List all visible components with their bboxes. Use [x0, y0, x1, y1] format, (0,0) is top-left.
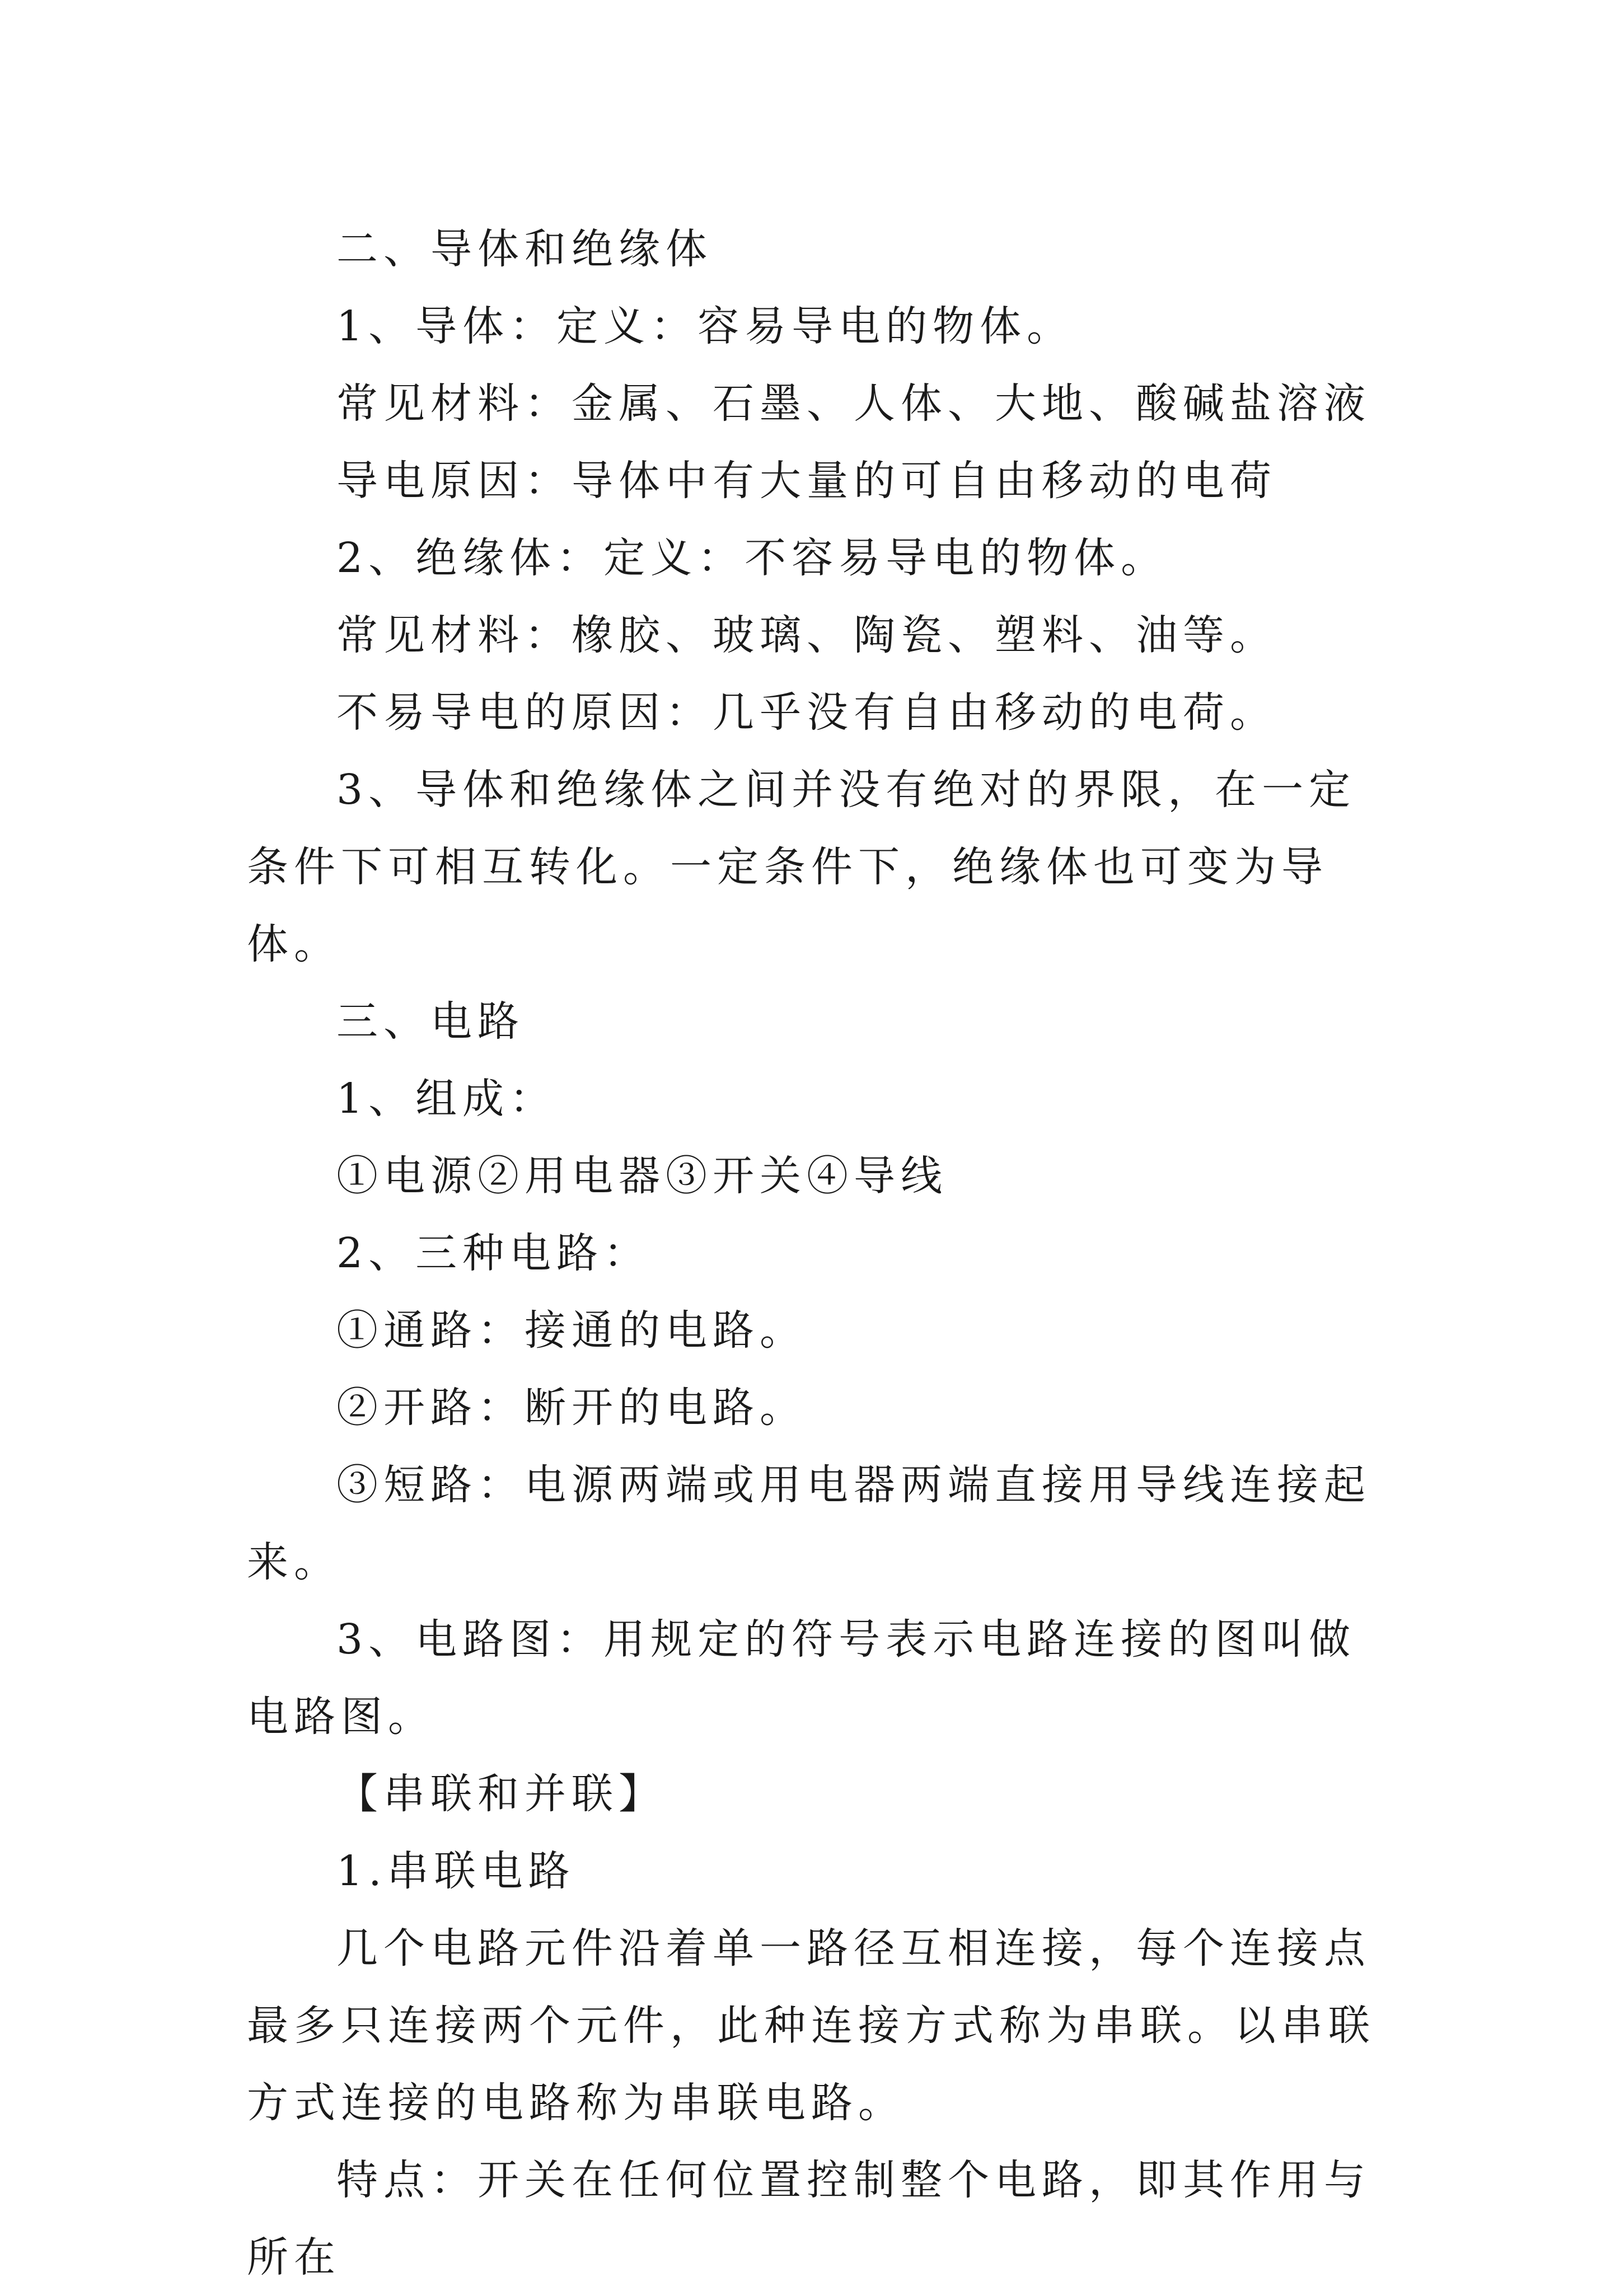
- circuit-diagram-definition: 3、电路图：用规定的符号表示电路连接的图叫做电路图。: [247, 1615, 1356, 1741]
- section-heading-circuit: 三、电路: [336, 997, 525, 1046]
- series-circuit-feature: 特点：开关在任何位置控制整个电路，即其作用与所在: [247, 2156, 1371, 2281]
- conductor-materials: 常见材料：金属、石墨、人体、大地、酸碱盐溶液: [336, 379, 1371, 428]
- series-parallel-heading: 【串联和并联】: [336, 1770, 666, 1818]
- circuit-components: ①电源②用电器③开关④导线: [336, 1152, 948, 1200]
- circuit-types-heading: 2、三种电路：: [336, 1229, 651, 1277]
- conductor-definition: 1、导体：定义：容易导电的物体。: [336, 302, 1074, 350]
- section-heading-conductors-insulators: 二、导体和绝缘体: [336, 225, 713, 273]
- series-circuit-definition: 几个电路元件沿着单一路径互相连接，每个连接点最多只连接两个元件，此种连接方式称为串联。以串联方式连接的电路称为串联电路。: [247, 1924, 1375, 2127]
- conductor-reason: 导电原因：导体中有大量的可自由移动的电荷: [336, 457, 1277, 505]
- closed-circuit: ①通路：接通的电路。: [336, 1306, 807, 1355]
- short-circuit: ③短路：电源两端或用电器两端直接用导线连接起来。: [247, 1461, 1371, 1586]
- open-circuit: ②开路：断开的电路。: [336, 1384, 807, 1432]
- insulator-reason: 不易导电的原因：几乎没有自由移动的电荷。: [336, 688, 1277, 737]
- series-circuit-heading: 1.串联电路: [336, 1847, 575, 1895]
- conductor-insulator-boundary: 3、导体和绝缘体之间并没有绝对的界限，在一定条件下可相互转化。一定条件下，绝缘体也可变为导体。: [247, 766, 1356, 968]
- circuit-composition-heading: 1、组成：: [336, 1075, 557, 1123]
- insulator-materials: 常见材料：橡胶、玻璃、陶瓷、塑料、油等。: [336, 611, 1277, 659]
- document-body: [247, 210, 1394, 2296]
- insulator-definition: 2、绝缘体：定义：不容易导电的物体。: [336, 534, 1168, 582]
